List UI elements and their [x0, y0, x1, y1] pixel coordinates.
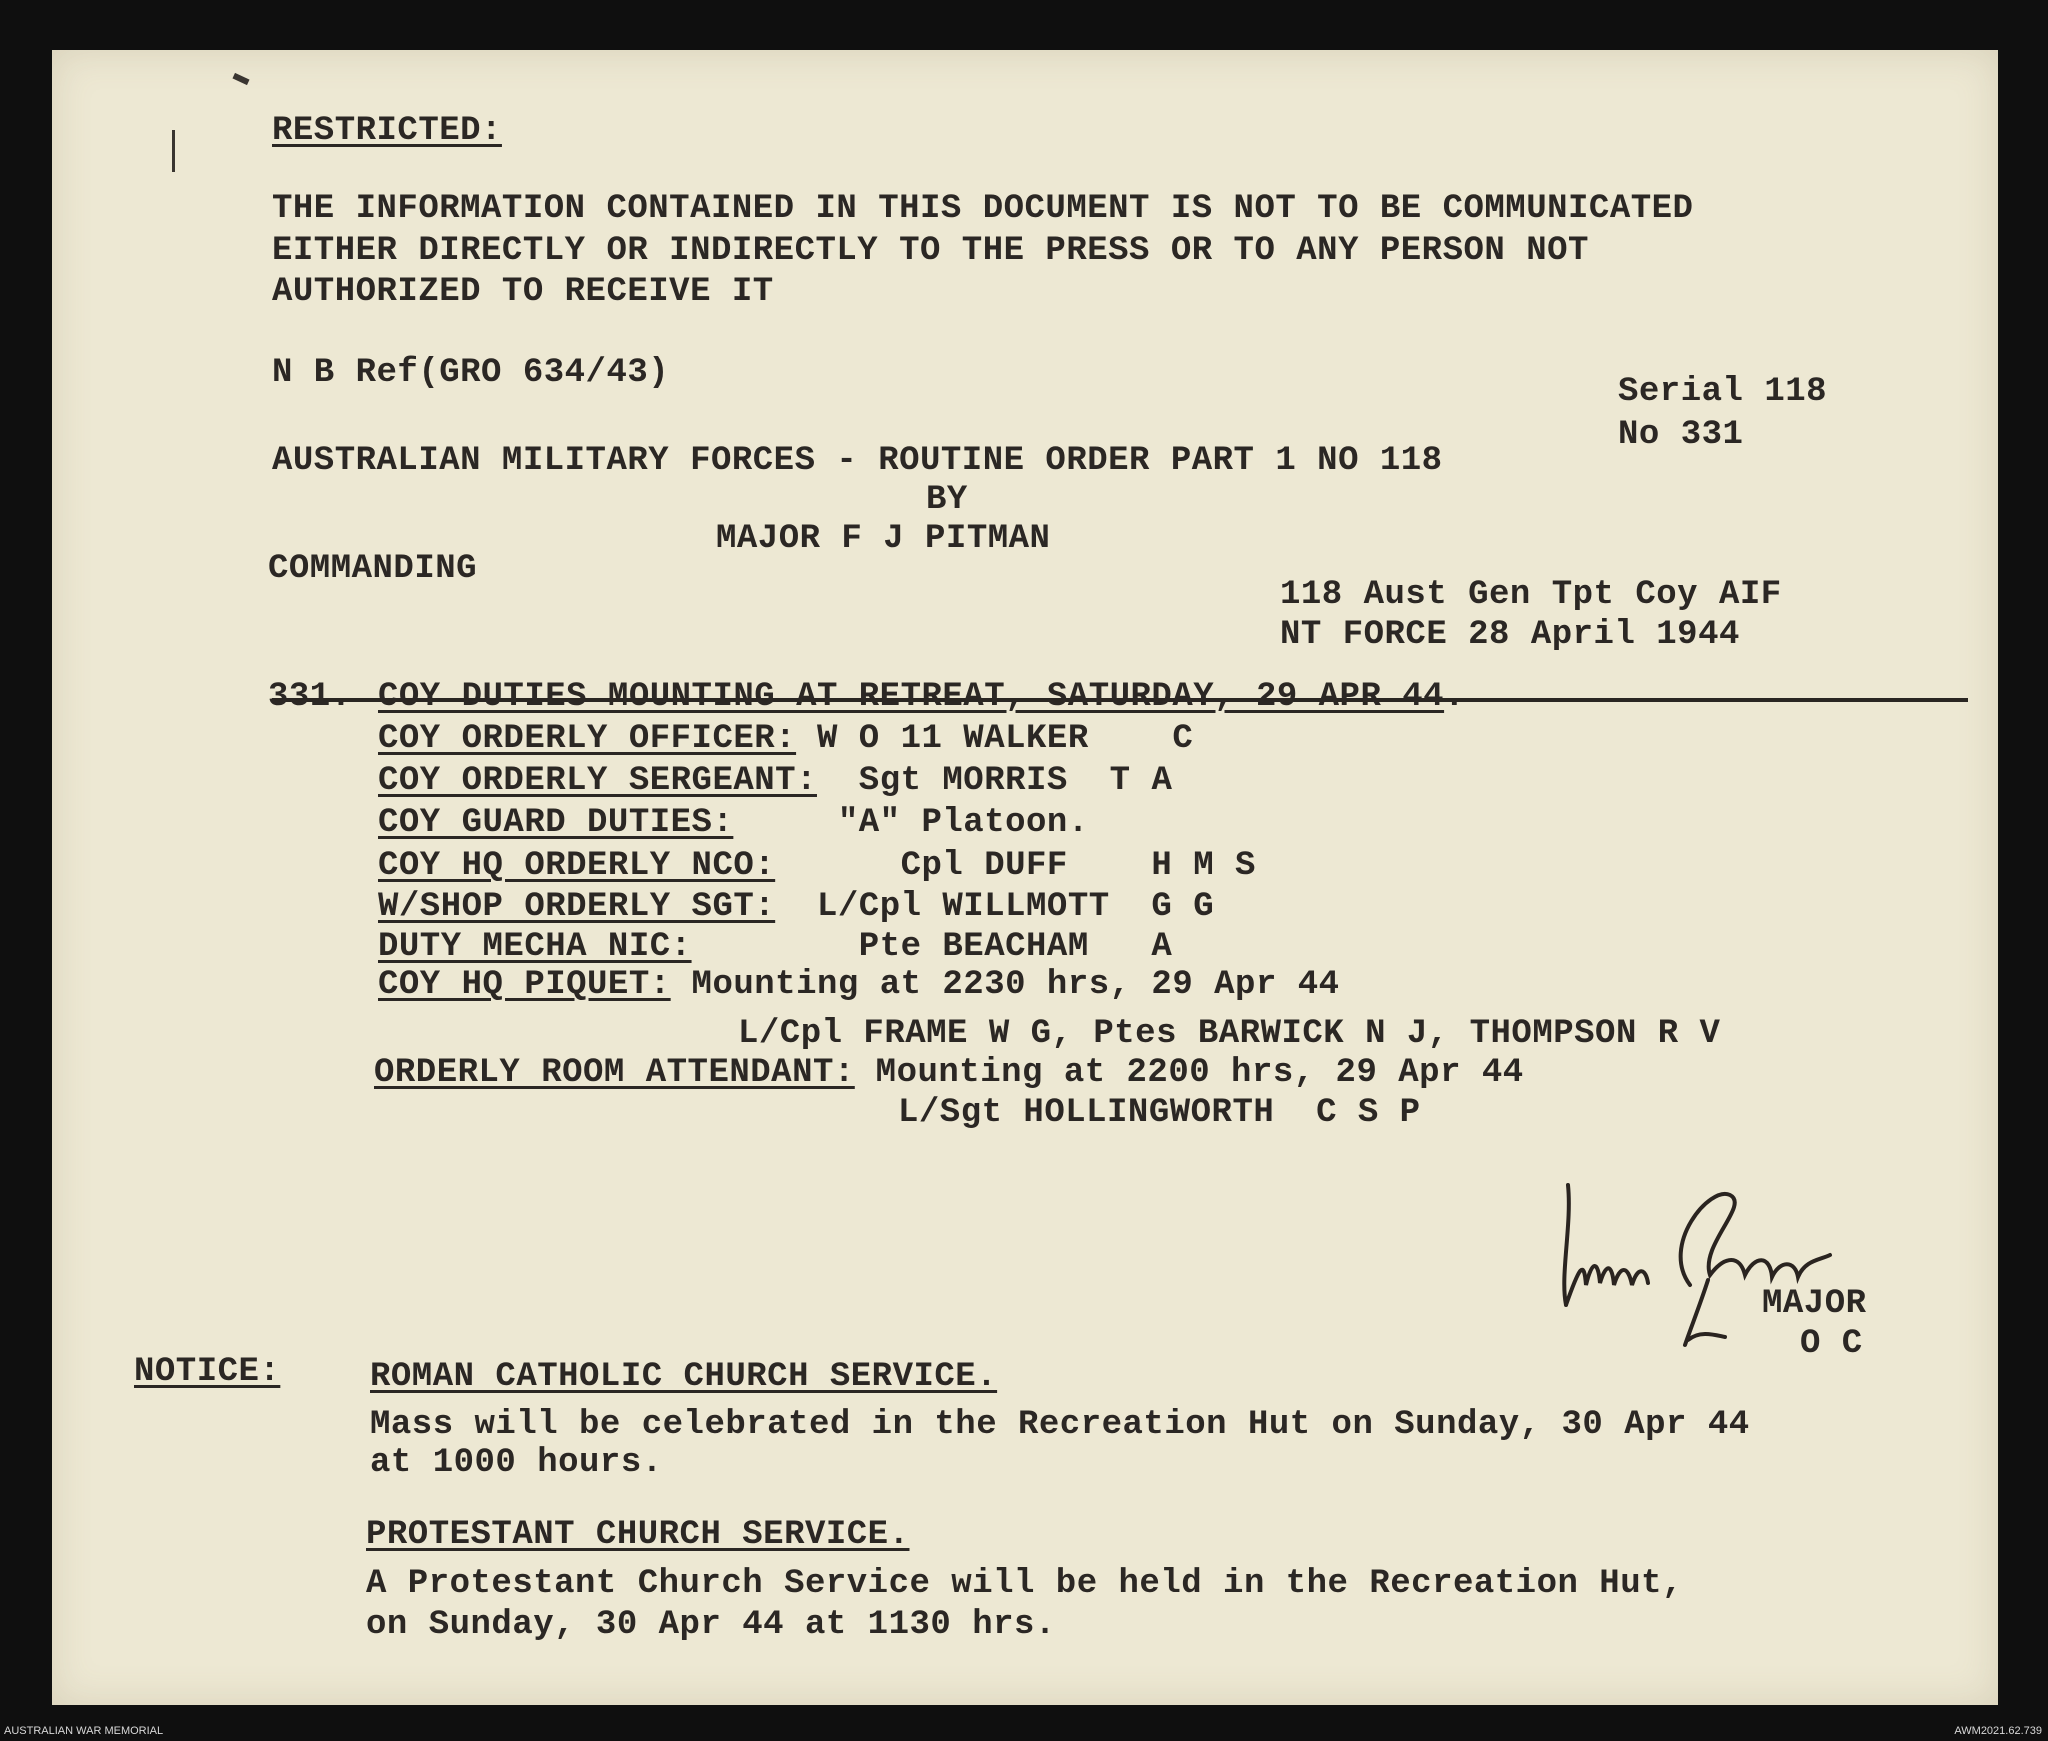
- order-heading-text: COY DUTIES MOUNTING AT RETREAT, SATURDAY, 29 APR 44: [378, 678, 1445, 716]
- attendant-value: Mounting at 2200 hrs, 29 Apr 44: [854, 1054, 1524, 1092]
- protestant-line-1: A Protestant Church Service will be held in the Recreation Hut,: [366, 1565, 1683, 1603]
- duty-label: COY GUARD DUTIES:: [378, 804, 734, 842]
- duty-value: Sgt MORRIS T A: [816, 762, 1173, 800]
- rc-heading: ROMAN CATHOLIC CHURCH SERVICE.: [370, 1358, 998, 1396]
- duty-value: "A" Platoon.: [733, 804, 1089, 842]
- duty-label: COY ORDERLY SERGEANT:: [378, 762, 817, 800]
- duty-label: COY HQ PIQUET:: [378, 966, 671, 1004]
- duty-value: Cpl DUFF H M S: [775, 847, 1256, 885]
- notice-label: NOTICE:: [134, 1353, 281, 1391]
- commanding-label: COMMANDING: [268, 550, 478, 588]
- order-number: 331.: [268, 678, 352, 716]
- order-heading: [378, 680, 1465, 714]
- paper-mark: [172, 130, 175, 172]
- nb-reference: N B Ref(GRO 634/43): [272, 354, 670, 392]
- unit-line-2: NT FORCE 28 April 1944: [1280, 616, 1740, 654]
- duty-value: Pte BEACHAM A: [691, 928, 1173, 966]
- duty-row: [374, 1056, 1524, 1090]
- duty-row: [378, 930, 1172, 964]
- unit-line-1: 118 Aust Gen Tpt Coy AIF: [1280, 576, 1782, 614]
- duty-row: [378, 890, 1214, 924]
- attendant-label: ORDERLY ROOM ATTENDANT:: [374, 1054, 855, 1092]
- protestant-line-2: on Sunday, 30 Apr 44 at 1130 hrs.: [366, 1606, 1056, 1644]
- duty-row: [378, 806, 1089, 840]
- order-heading-end: .: [1444, 678, 1465, 716]
- footer-credit: AUSTRALIAN WAR MEMORIAL: [4, 1725, 164, 1737]
- by-label: BY: [926, 481, 968, 519]
- signature-title: O C: [1800, 1325, 1863, 1363]
- serial-no: No 331: [1618, 416, 1744, 454]
- duty-row: [378, 764, 1172, 798]
- duty-label: W/SHOP ORDERLY SGT:: [378, 888, 776, 926]
- piquet-names: L/Cpl FRAME W G, Ptes BARWICK N J, THOMPSON R V: [738, 1015, 1721, 1053]
- duty-label: COY ORDERLY OFFICER:: [378, 720, 797, 758]
- commander-name: MAJOR F J PITMAN: [716, 520, 1051, 558]
- protestant-heading: PROTESTANT CHURCH SERVICE.: [366, 1516, 910, 1554]
- warning-line-1: THE INFORMATION CONTAINED IN THIS DOCUMENT IS NOT TO BE COMMUNICATED: [272, 190, 1694, 228]
- warning-line-2: EITHER DIRECTLY OR INDIRECTLY TO THE PRESS OR TO ANY PERSON NOT: [272, 232, 1589, 270]
- restricted-label: RESTRICTED:: [272, 112, 502, 150]
- warning-line-3: AUTHORIZED TO RECEIVE IT: [272, 273, 774, 311]
- duty-row: [378, 722, 1193, 756]
- signature-rank: MAJOR: [1762, 1285, 1867, 1323]
- duty-row: [378, 849, 1256, 883]
- duty-value: L/Cpl WILLMOTT G G: [775, 888, 1215, 926]
- duty-row: [378, 968, 1340, 1002]
- serial-number: Serial 118: [1618, 373, 1828, 411]
- attendant-name: L/Sgt HOLLINGWORTH C S P: [898, 1094, 1421, 1132]
- duty-label: DUTY MECHA NIC:: [378, 928, 692, 966]
- duty-label: COY HQ ORDERLY NCO:: [378, 847, 776, 885]
- duty-value: W O 11 WALKER C: [796, 720, 1194, 758]
- rc-line-2: at 1000 hours.: [370, 1444, 663, 1482]
- rc-line-1: Mass will be celebrated in the Recreation Hut on Sunday, 30 Apr 44: [370, 1406, 1750, 1444]
- footer-accession: AWM2021.62.739: [1954, 1725, 2042, 1737]
- order-title: AUSTRALIAN MILITARY FORCES - ROUTINE ORDER PART 1 NO 118: [272, 442, 1443, 480]
- duty-value: Mounting at 2230 hrs, 29 Apr 44: [670, 966, 1340, 1004]
